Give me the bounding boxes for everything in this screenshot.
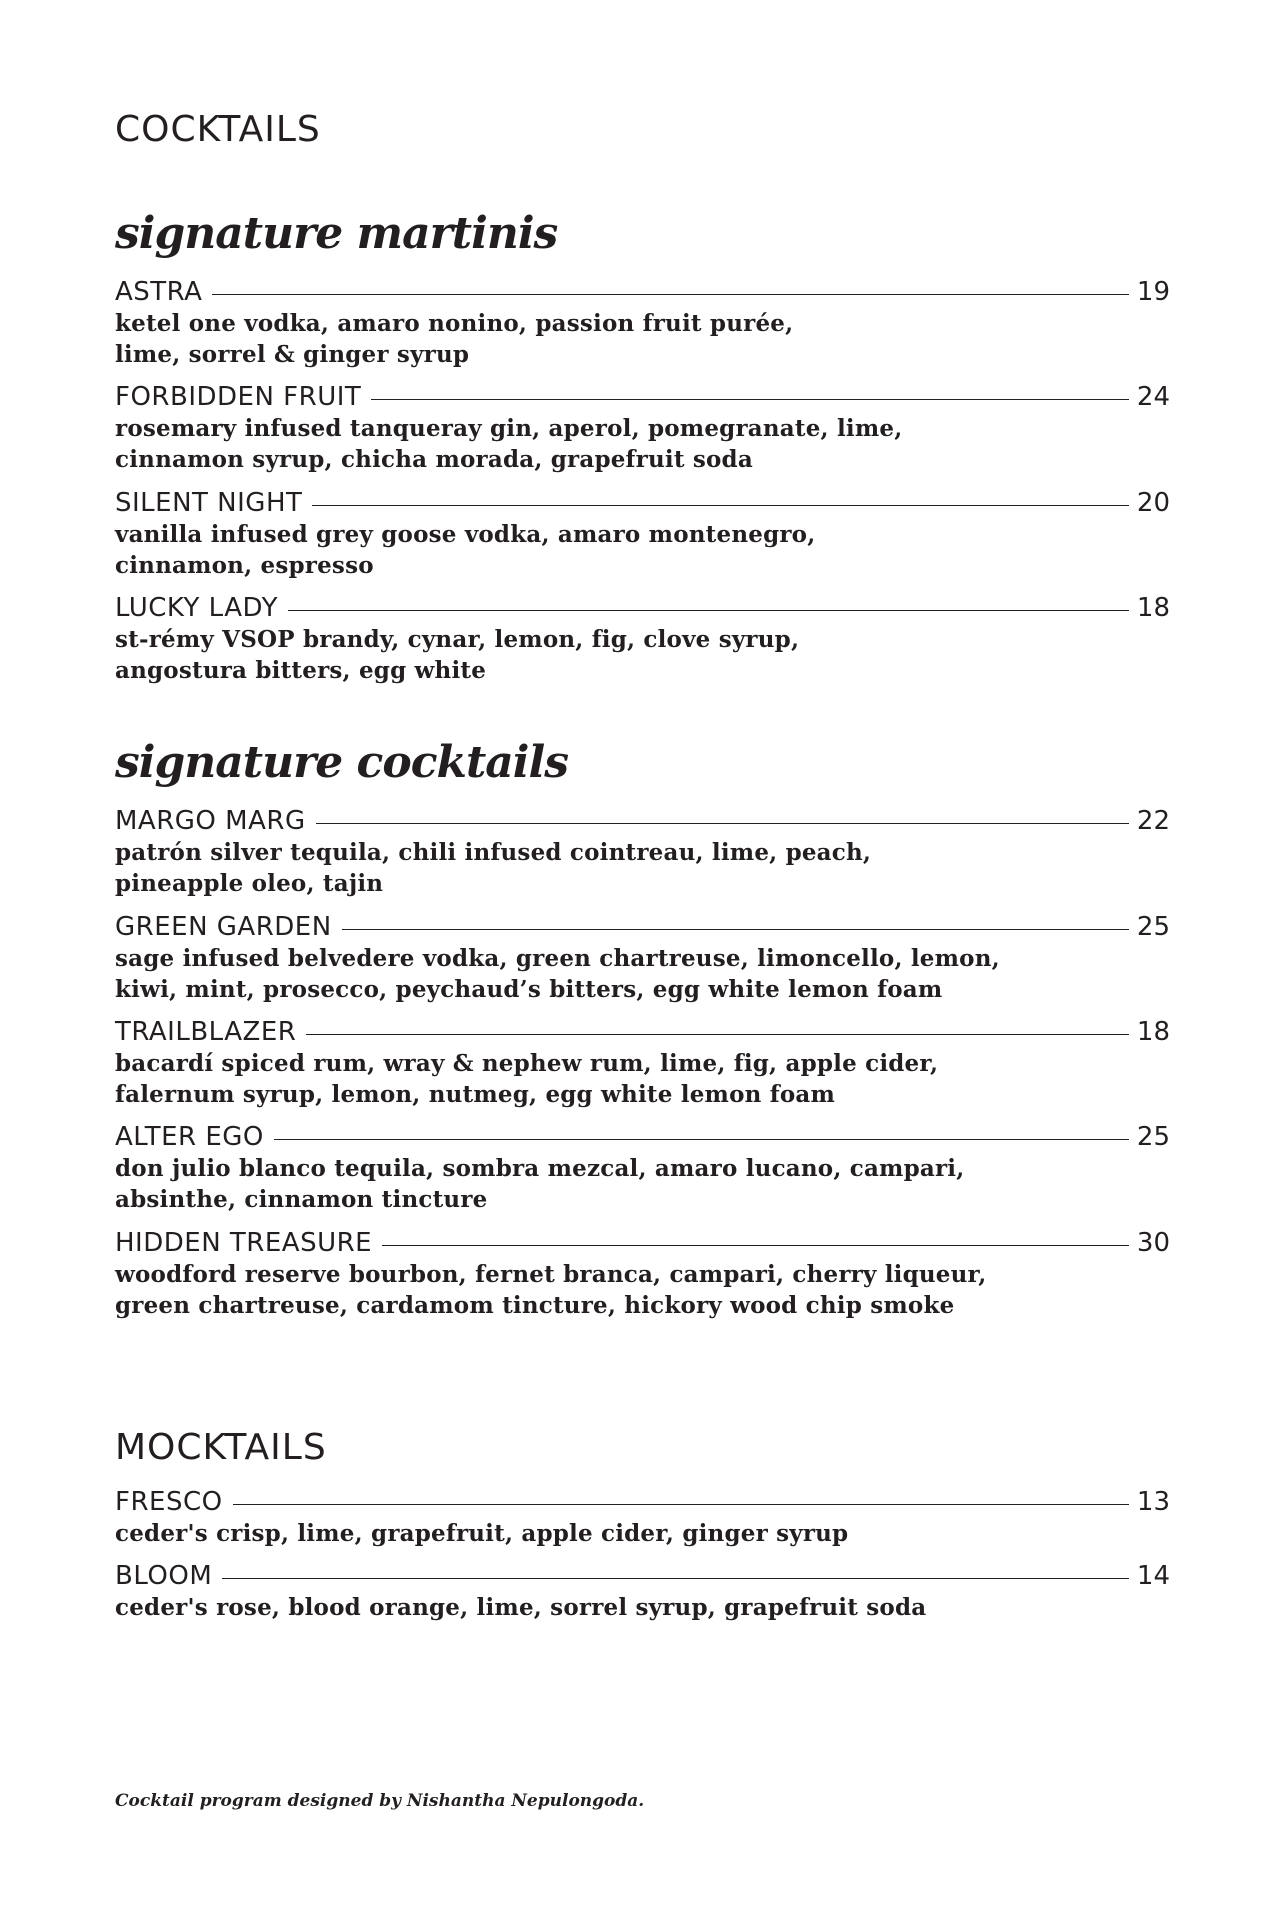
signature-martinis-heading: signature martinis: [115, 208, 558, 259]
item-description: ceder's crisp, lime, grapefruit, apple cider, ginger syrup: [115, 1520, 849, 1547]
menu-item-alter-ego: [115, 1122, 1170, 1215]
item-name: BLOOM: [115, 1561, 213, 1591]
menu-item-forbidden-fruit: [115, 382, 1170, 475]
item-description: sage infused belvedere vodka, green chartreuse, limoncello, lemon, kiwi, mint, prosecco, peychaud’s bitters, egg white lemon foam: [115, 945, 1000, 1003]
menu-item-lucky-lady: [115, 593, 1170, 686]
footer-credit: Cocktail program designed by Nishantha Nepulongoda.: [115, 1791, 645, 1811]
item-name: HIDDEN TREASURE: [115, 1228, 373, 1258]
signature-cocktails-heading: signature cocktails: [115, 737, 569, 788]
dotted-leader: [312, 505, 1129, 506]
menu-item-hidden-treasure: [115, 1228, 1170, 1321]
item-name: SILENT NIGHT: [115, 488, 303, 518]
item-price: 25: [1136, 1122, 1170, 1152]
menu-item-trailblazer: [115, 1017, 1170, 1110]
menu-item-silent-night: [115, 488, 1170, 581]
dotted-leader: [371, 399, 1129, 400]
item-price: 30: [1136, 1228, 1170, 1258]
item-description: don julio blanco tequila, sombra mezcal, amaro lucano, campari, absinthe, cinnamon tincture: [115, 1155, 965, 1213]
item-price: 13: [1136, 1487, 1170, 1517]
dotted-leader: [233, 1504, 1129, 1505]
dotted-leader: [382, 1245, 1129, 1246]
dotted-leader: [316, 823, 1129, 824]
item-description: bacardí spiced rum, wray & nephew rum, lime, fig, apple cider, falernum syrup, lemon, nutmeg, egg white lemon foam: [115, 1050, 939, 1108]
dotted-leader: [212, 294, 1128, 295]
item-name: FRESCO: [115, 1487, 223, 1517]
menu-item-fresco: [115, 1487, 1170, 1549]
dotted-leader: [342, 929, 1129, 930]
dotted-leader: [222, 1578, 1129, 1579]
item-price: 22: [1136, 806, 1170, 836]
item-name: FORBIDDEN FRUIT: [115, 382, 362, 412]
menu-item-green-garden: [115, 912, 1170, 1005]
dotted-leader: [288, 610, 1129, 611]
item-name: ALTER EGO: [115, 1122, 264, 1152]
item-description: vanilla infused grey goose vodka, amaro montenegro, cinnamon, espresso: [115, 521, 816, 579]
item-description: woodford reserve bourbon, fernet branca, campari, cherry liqueur, green chartreuse, cardamom tincture, hickory wood chip smoke: [115, 1261, 987, 1319]
item-name: TRAILBLAZER: [115, 1017, 297, 1047]
item-name: MARGO MARG: [115, 806, 306, 836]
item-description: st-rémy VSOP brandy, cynar, lemon, fig, clove syrup, angostura bitters, egg white: [115, 626, 800, 684]
item-price: 18: [1136, 1017, 1170, 1047]
dotted-leader: [306, 1034, 1129, 1035]
item-name: ASTRA: [115, 277, 203, 307]
mocktails-title: MOCKTAILS: [115, 1427, 327, 1468]
item-price: 25: [1136, 912, 1170, 942]
dotted-leader: [274, 1139, 1129, 1140]
item-name: LUCKY LADY: [115, 593, 278, 623]
item-price: 24: [1136, 382, 1170, 412]
item-description: patrón silver tequila, chili infused cointreau, lime, peach, pineapple oleo, tajin: [115, 839, 872, 897]
item-name: GREEN GARDEN: [115, 912, 332, 942]
menu-item-astra: [115, 277, 1170, 370]
menu-item-margo-marg: [115, 806, 1170, 899]
item-price: 20: [1136, 488, 1170, 518]
menu-item-bloom: [115, 1561, 1170, 1623]
item-description: ceder's rose, blood orange, lime, sorrel syrup, grapefruit soda: [115, 1594, 927, 1621]
item-description: ketel one vodka, amaro nonino, passion fruit purée, lime, sorrel & ginger syrup: [115, 310, 794, 368]
item-price: 19: [1136, 277, 1170, 307]
cocktails-title: COCKTAILS: [115, 109, 321, 150]
item-price: 18: [1136, 593, 1170, 623]
item-price: 14: [1136, 1561, 1170, 1591]
item-description: rosemary infused tanqueray gin, aperol, pomegranate, lime, cinnamon syrup, chicha morada, grapefruit soda: [115, 415, 903, 473]
